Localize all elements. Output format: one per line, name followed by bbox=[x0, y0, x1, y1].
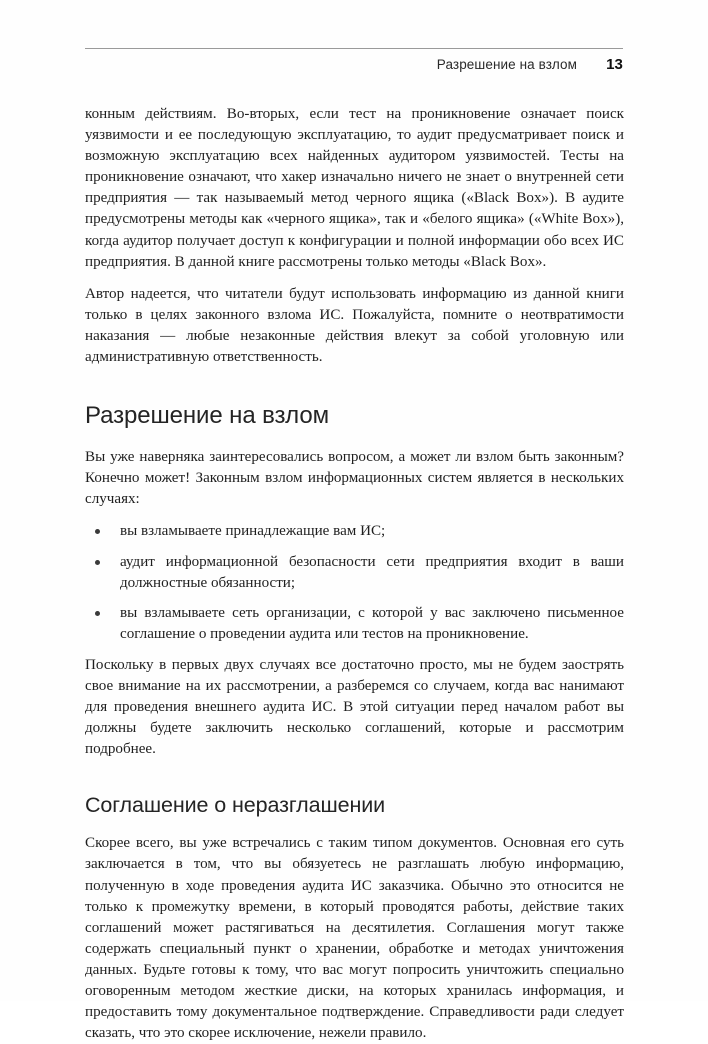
list-item-label: вы взламываете сеть организации, с которой у вас заключено письменное соглашение о проведении аудита или тестов на проникновение. bbox=[120, 604, 624, 642]
spacer-before-list bbox=[85, 510, 624, 521]
running-head bbox=[85, 48, 623, 73]
paragraph-continuation: конным действиям. Во-вторых, если тест на проникновение означает поиск уязвимости и ее последующую эксплуатацию, то аудит предусматривает поиск и возможную эксплуатацию всех найденных аудитором уязвимостей. Тесты на проникновение означают, что хакер изначально ничего не знает о внутренней сети предприятия — так называемый метод черного ящика («Black Box»). В аудите предусмотрены методы как «черного ящика», так и «белого ящика» («White Box»), когда аудитор получает доступ к конфигурации и полной информации обо всех ИС предприятия. В данной книге рассмотрены только методы «Black Box». bbox=[85, 106, 624, 270]
spacer-before-section-heading bbox=[85, 368, 624, 401]
list-item bbox=[95, 552, 624, 594]
spacer-after-list bbox=[85, 645, 624, 655]
list-item-label: вы взламываете принадлежащие вам ИС; bbox=[120, 523, 386, 540]
running-head-line bbox=[85, 56, 623, 73]
list-item bbox=[95, 603, 624, 645]
spacer-before-subsection-heading bbox=[85, 760, 624, 791]
spacer-after-subsection-heading bbox=[85, 819, 624, 833]
paragraph-intro-cases: Вы уже наверняка заинтересовались вопросом, а может ли взлом быть законным? Конечно может! Законным взлом информационных систем является в нескольких случаях: bbox=[85, 449, 624, 508]
text-column bbox=[85, 104, 624, 1044]
list-item-label: аудит информационной безопасности сети предприятия входит в ваши должностные обязанности; bbox=[120, 553, 624, 591]
bullet-dot-icon bbox=[95, 529, 100, 534]
bullet-dot-icon bbox=[95, 611, 100, 616]
section-heading: Разрешение на взлом bbox=[85, 402, 329, 430]
legal-cases-list bbox=[85, 521, 624, 644]
paragraph-author-note: Автор надеется, что читатели будут использовать информацию из данной книги только в целях законного взлома ИС. Пожалуйста, помните о неотвратимости наказания — любые незаконные действия влекут за собой уголовную или административную ответственность. bbox=[85, 285, 624, 366]
subsection-heading: Соглашение о неразглашении bbox=[85, 793, 386, 818]
header-rule bbox=[85, 48, 623, 49]
spacer-after-section-heading bbox=[85, 431, 624, 447]
list-item bbox=[95, 521, 624, 542]
page-number: 13 bbox=[606, 56, 623, 73]
paragraph-external-audit: Поскольку в первых двух случаях все достаточно просто, мы не будем заострять свое внимание на их рассмотрении, а разберемся со случаем, когда вас нанимают для проведения внешнего аудита ИС. В этой ситуации перед началом работ вы должны будете заключить несколько соглашений, которые и рассмотрим подробнее. bbox=[85, 656, 624, 758]
running-head-title: Разрешение на взлом bbox=[436, 57, 577, 72]
paragraph-nda: Скорее всего, вы уже встречались с таким типом документов. Основная его суть заключается в том, что вы обязуетесь не разглашать любую информацию, полученную в ходе проведения аудита ИС заказчика. Обычно это относится не только к промежутку времени, в который проводятся работы, действие таких соглашений может растягиваться на десятилетия. Соглашения могут также содержать специальный пункт о хранении, обработке и методах уничтожения данных. Будьте готовы к тому, что вас могут попросить уничтожить специально оговоренным методом жесткие диски, на которых хранилась информация, и предоставить тому документальное подтверждение. Справедливости ради следует сказать, что это скорее исключение, нежели правило. bbox=[85, 835, 624, 1042]
bullet-dot-icon bbox=[95, 560, 100, 565]
